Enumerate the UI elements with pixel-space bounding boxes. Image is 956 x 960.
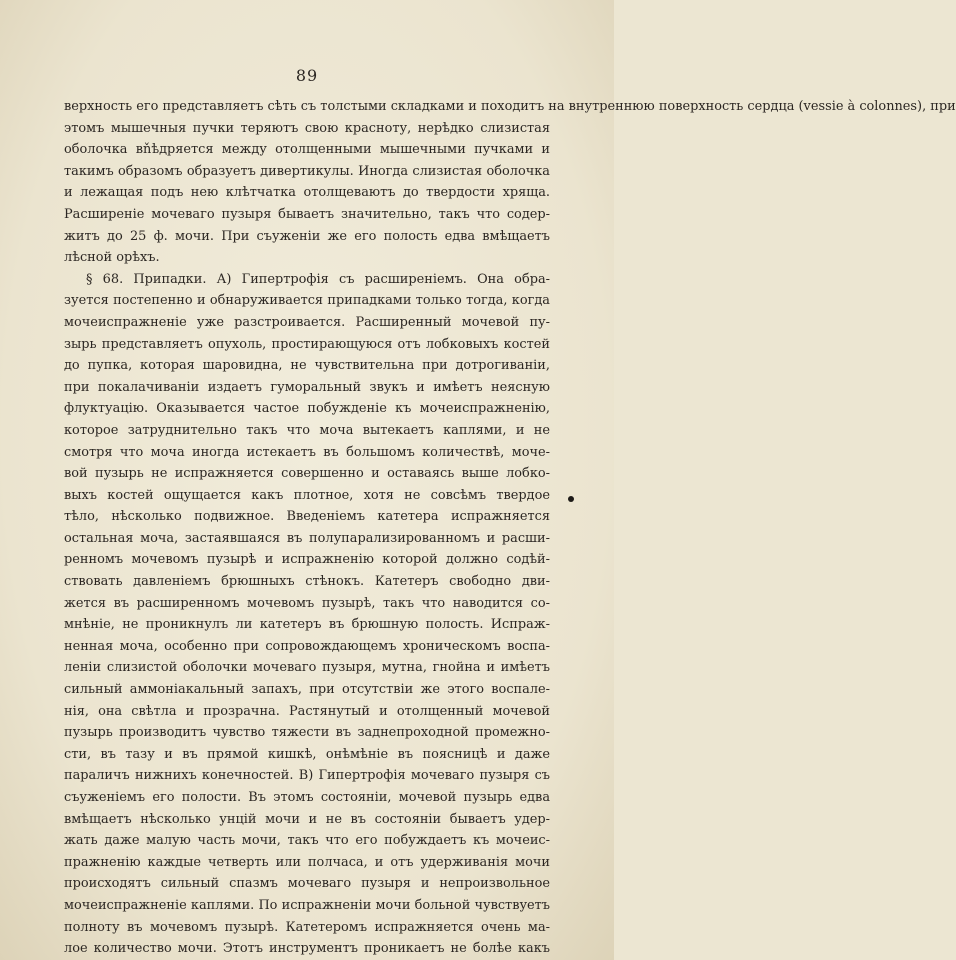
text-line: мочеиспражненіе уже разстроивается. Расширенный мочевой пу- — [64, 314, 550, 330]
text-line: и лежащая подъ нею клѣтчатка отолщеваютъ до твердости хряща. — [64, 185, 550, 201]
text-line: лое количество мочи. Этотъ инструментъ проникаетъ не болѣе какъ — [64, 941, 550, 957]
text-line: вмѣщаетъ нѣсколько унцій мочи и не въ состояніи бываетъ удер- — [64, 811, 550, 827]
text-line: такимъ образомъ образуетъ дивертикулы. Иногда слизистая оболочка — [64, 163, 550, 179]
page-number: 89 — [295, 66, 319, 85]
text-line: параличъ нижнихъ конечностей. В) Гипертрофія мочеваго пузыря съ — [64, 768, 550, 784]
text-line: тѣло, нѣсколько подвижное. Введеніемъ катетера испражняется — [64, 509, 550, 525]
text-line: при покалачиваніи издаетъ гуморальный звукъ и имѣетъ неясную — [64, 379, 550, 395]
text-line: § 68. Припадки. А) Гипертрофія съ расширеніемъ. Она обра- — [86, 271, 550, 287]
text-line: лѣсной орѣхъ. — [64, 250, 160, 266]
text-line: зуется постепенно и обнаруживается припадками только тогда, когда — [64, 293, 550, 309]
text-line: сти, въ тазу и въ прямой кишкѣ, онѣмѣніе въ поясницѣ и даже — [64, 746, 550, 762]
text-line: полноту въ мочевомъ пузырѣ. Катетеромъ испражняется очень ма- — [64, 919, 550, 935]
body-text — [64, 96, 956, 960]
text-line: до пупка, которая шаровидна, не чувствительна при дотрогиваніи, — [64, 358, 550, 374]
text-line: мнѣніе, не проникнулъ ли катетеръ въ брюшную полость. Испраж- — [64, 617, 550, 633]
text-line: ствовать давленіемъ брюшныхъ стѣнокъ. Катетеръ свободно дви- — [64, 574, 550, 590]
text-line: смотря что моча иногда истекаетъ въ большомъ количествѣ, моче- — [64, 444, 550, 460]
text-line: жать даже малую часть мочи, такъ что его побуждаетъ къ мочеис- — [64, 833, 550, 849]
text-line: оболочка вňѣдряется между отолщенными мышечными пучками и — [64, 142, 550, 158]
text-line: флуктуацію. Оказывается частое побужденіе къ мочеиспражненію, — [64, 401, 550, 417]
text-line: пражненію каждые четверть или полчаса, и отъ удерживанія мочи — [64, 854, 550, 870]
text-line: которое затруднительно такъ что моча вытекаетъ каплями, и не — [64, 422, 550, 438]
text-line: жется въ расширенномъ мочевомъ пузырѣ, такъ что наводится со- — [64, 595, 550, 611]
text-line: съуженіемъ его полости. Въ этомъ состояніи, мочевой пузырь едва — [64, 790, 550, 805]
text-line: зырь представляетъ опухоль, простирающуюся отъ лобковыхъ костей — [64, 336, 550, 352]
text-line: выхъ костей ощущается какъ плотное, хотя не совсѣмъ твердое — [64, 487, 550, 503]
ink-dot — [568, 496, 574, 502]
text-line: пузырь производитъ чувство тяжести въ заднепроходной промежно- — [64, 725, 550, 741]
text-line: житъ до 25 ф. мочи. При съуженіи же его полость едва вмѣщаетъ — [64, 228, 550, 244]
text-line: этомъ мышечныя пучки теряютъ свою красноту, нерѣдко слизистая — [64, 120, 550, 136]
text-line: ренномъ мочевомъ пузырѣ и испражненію которой должно содѣй- — [64, 552, 550, 568]
text-line: вой пузырь не испражняется совершенно и оставаясь выше лобко- — [64, 466, 550, 482]
text-line: мочеиспражненіе каплями. По испражненіи мочи больной чувствуетъ — [64, 897, 550, 913]
text-line: ненная моча, особенно при сопровождающемъ хроническомъ воспа- — [64, 638, 550, 654]
text-line: происходятъ сильный спазмъ мочеваго пузыря и непроизвольное — [64, 876, 550, 892]
text-line: верхность его представляетъ сѣть съ толстыми складками и походитъ на внутреннюю поверхность сердца (vessie à colonnes), при — [64, 99, 956, 114]
text-line: сильный аммоніакальный запахъ, при отсутствіи же этого воспале- — [64, 682, 550, 698]
text-line: леніи слизистой оболочки мочеваго пузыря, мутна, гнойна и имѣетъ — [64, 660, 550, 676]
text-line: остальная моча, застаявшаяся въ полупарализированномъ и расши- — [64, 530, 550, 546]
text-line: нія, она свѣтла и прозрачна. Растянутый и отолщенный мочевой — [64, 703, 550, 719]
text-line: Расширеніе мочеваго пузыря бываетъ значительно, такъ что содер- — [64, 206, 550, 222]
